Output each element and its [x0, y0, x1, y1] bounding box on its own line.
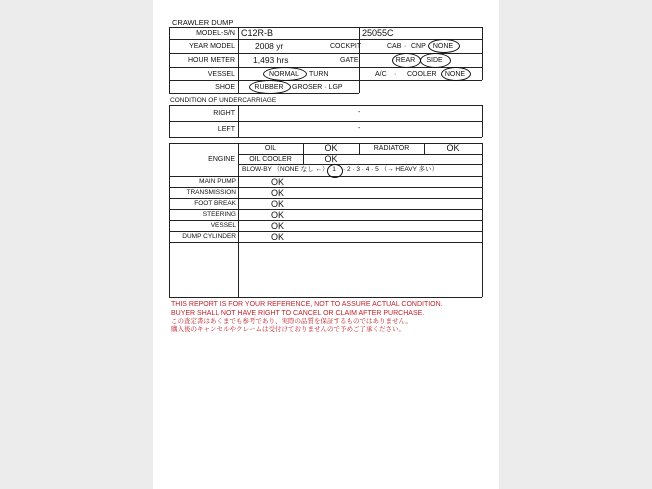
gate-label: GATE — [340, 57, 359, 64]
hour-meter-value: 1,493 hrs — [253, 55, 289, 65]
ac-option-cooler: COOLER — [407, 71, 437, 78]
undercarriage-right-label: RIGHT — [213, 110, 235, 117]
blowby-scale-rest: · 2 · 3 · 4 · 5 （→ HEAVY 多い） — [343, 166, 439, 173]
serial-value: 25055C — [362, 28, 394, 38]
gate-selected-side: SIDE — [426, 57, 443, 64]
component-label: VESSEL — [210, 222, 236, 229]
undercarriage-left-value: - — [358, 125, 361, 132]
shoe-other-options: GROSER · LGP — [292, 84, 343, 91]
vessel-type-label: VESSEL — [207, 71, 235, 78]
component-label: FOOT BREAK — [194, 200, 236, 207]
oil-cooler-value: OK — [324, 154, 338, 164]
report-page — [153, 0, 499, 489]
component-value: OK — [271, 177, 285, 187]
blowby-selected: 1 — [332, 166, 336, 173]
model-value: C12R-B — [241, 28, 274, 38]
shoe-selected: RUBBER — [254, 84, 284, 91]
hour-meter-label: HOUR METER — [187, 57, 235, 64]
disclaimer-line-4: 購入後のキャンセルやクレームは受付けておりませんので予めご了承ください。 — [171, 326, 405, 333]
oil-cooler-label: OIL COOLER — [249, 156, 292, 163]
disclaimer-line-3: この査定書はあくまでも参考であり、実際の品質を保証するものではありません。 — [171, 318, 412, 325]
cockpit-selected: NONE — [432, 43, 454, 50]
engine-oil-value: OK — [324, 143, 338, 153]
component-label: TRANSMISSION — [186, 189, 236, 196]
engine-oil-label: OIL — [264, 145, 277, 152]
component-label: MAIN PUMP — [199, 178, 236, 185]
component-value: OK — [271, 232, 285, 242]
component-value: OK — [271, 199, 285, 209]
cockpit-label: COCKPIT — [330, 43, 362, 50]
radiator-value: OK — [446, 143, 460, 153]
blowby-prefix: BLOW-BY （NONE なし ←） — [242, 166, 329, 173]
radiator-label: RADIATOR — [373, 145, 410, 152]
ac-selected: NONE — [444, 71, 466, 78]
document-title: CRAWLER DUMP — [172, 18, 234, 27]
component-label: DUMP CYLINDER — [182, 233, 236, 240]
ac-label: A/C — [375, 71, 387, 78]
component-value: OK — [271, 210, 285, 220]
vessel-selected: NORMAL — [269, 71, 299, 78]
model-sn-label: MODEL-S/N — [196, 30, 235, 37]
component-value: OK — [271, 188, 285, 198]
cockpit-option-cnp: CNP — [411, 43, 426, 50]
year-model-label: YEAR MODEL — [189, 43, 235, 50]
disclaimer-line-2: BUYER SHALL NOT HAVE RIGHT TO CANCEL OR CLAIM AFTER PURCHASE. — [171, 310, 425, 317]
engine-label: ENGINE — [208, 156, 235, 163]
component-value: OK — [271, 221, 285, 231]
undercarriage-heading: CONDITION OF UNDERCARRIAGE — [170, 97, 277, 104]
cockpit-option-cab: CAB — [387, 43, 402, 50]
disclaimer-line-1: THIS REPORT IS FOR YOUR REFERENCE, NOT TO ASSURE ACTUAL CONDITION. — [171, 301, 443, 308]
vessel-option-turn: TURN — [309, 71, 329, 78]
shoe-label: SHOE — [215, 84, 235, 91]
ac-separator: · — [394, 71, 397, 78]
component-label: STEERING — [202, 211, 236, 218]
year-value: 2008 yr — [255, 41, 284, 51]
undercarriage-left-label: LEFT — [217, 126, 235, 133]
undercarriage-right-value: - — [358, 109, 361, 116]
cockpit-separator: · — [404, 43, 407, 50]
gate-selected-rear: REAR — [395, 57, 416, 64]
